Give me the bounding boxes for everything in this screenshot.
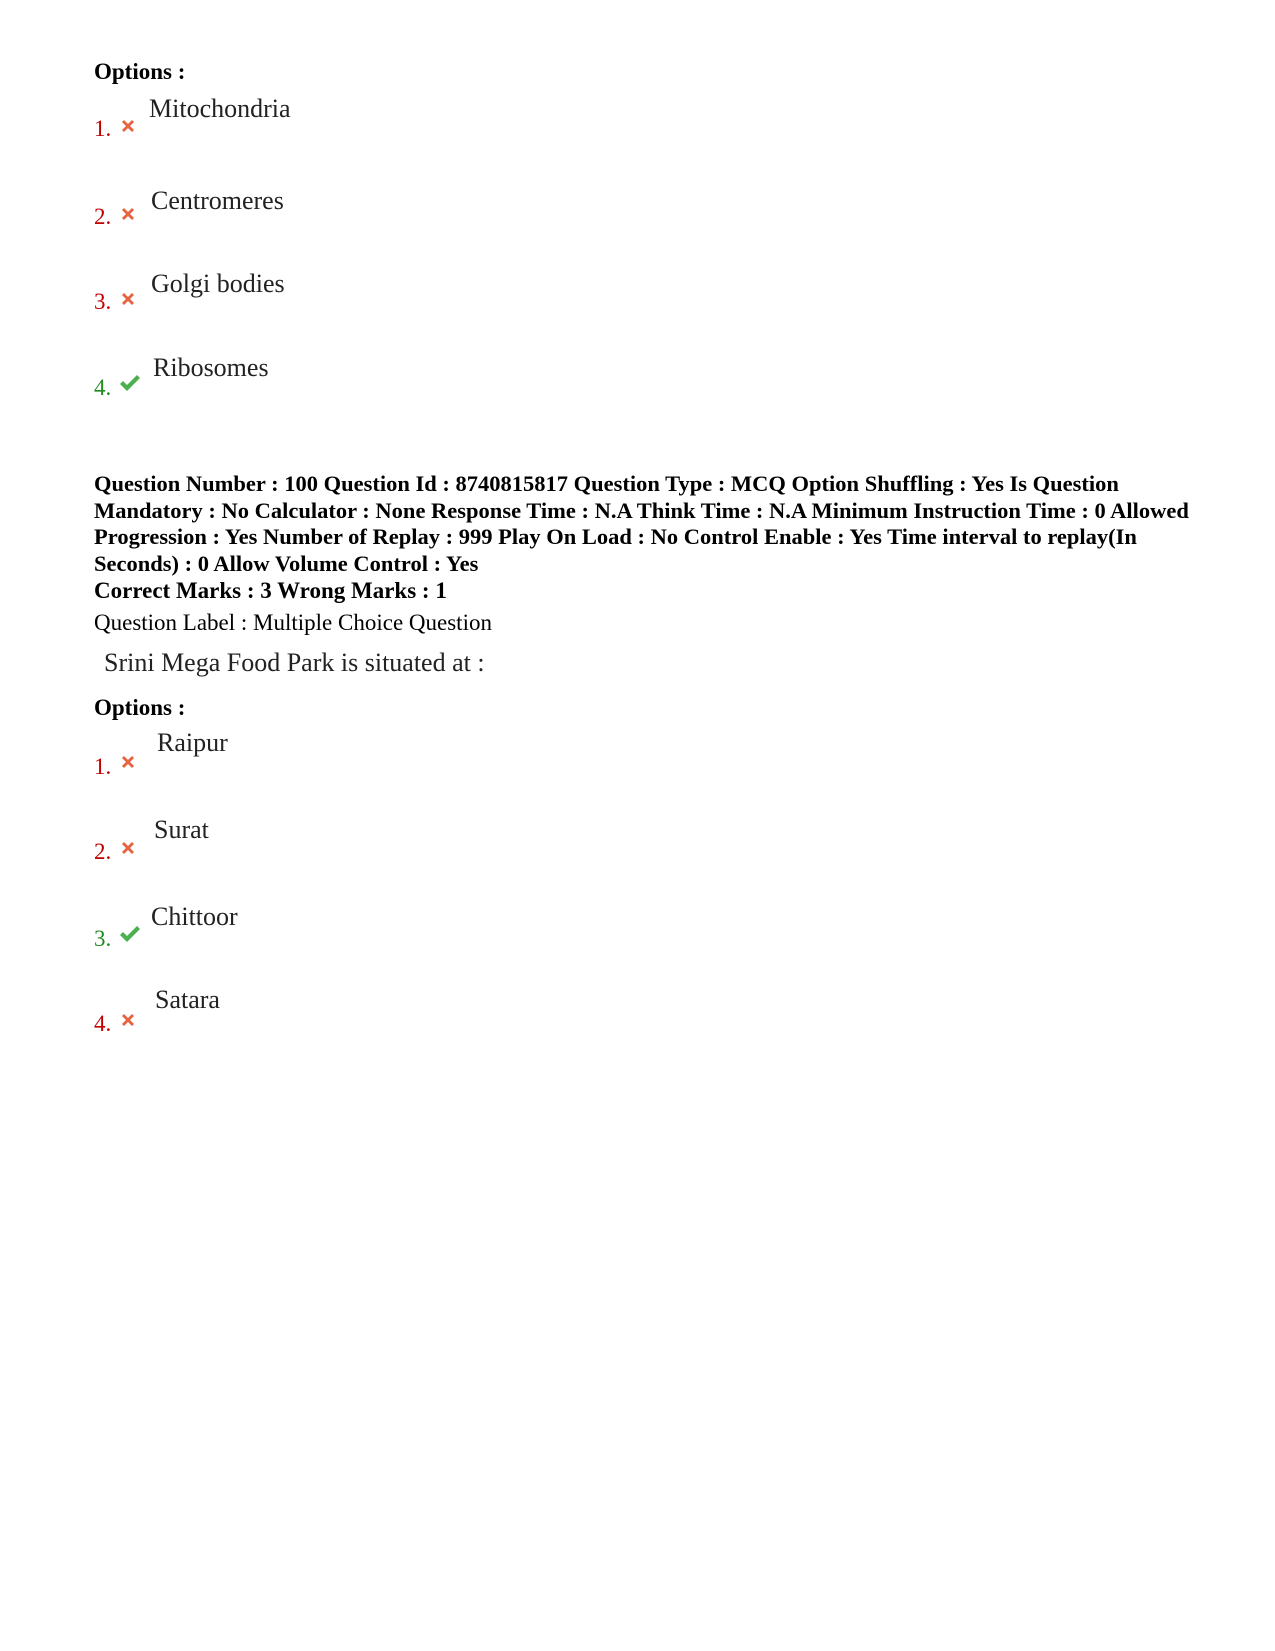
option-item [94, 902, 694, 952]
option-text: Satara [155, 985, 220, 1014]
option-number: 1. [94, 116, 112, 141]
cross-icon [118, 204, 138, 224]
question-text: Srini Mega Food Park is situated at : [104, 648, 485, 677]
option-text: Chittoor [151, 902, 238, 931]
option-item [94, 728, 694, 778]
option-text: Raipur [157, 728, 228, 757]
option-text: Surat [154, 815, 209, 844]
check-icon [118, 923, 142, 945]
question-label: Question Label : Multiple Choice Question [94, 610, 492, 635]
option-number: 3. [94, 926, 112, 951]
option-item [94, 353, 694, 403]
cross-icon [118, 1010, 138, 1030]
option-number: 4. [94, 375, 112, 400]
question-meta: Question Number : 100 Question Id : 8740815817 Question Type : MCQ Option Shuffling : Yes Is Question Mandatory : No Calculator : None Response Time : N.A Think Time : N.A Minimum Instruction Time : 0 Allowed Progression : Yes Number of Replay : 999 Play On Load : No Control Enable : Yes Time interval to replay(In Seconds) : 0 Allow Volume Control : Yes [94, 471, 1189, 576]
option-number: 4. [94, 1011, 112, 1036]
option-number: 3. [94, 289, 112, 314]
cross-icon [118, 289, 138, 309]
option-item [94, 94, 694, 144]
option-item [94, 186, 694, 236]
cross-icon [118, 752, 138, 772]
options-heading: Options : [94, 59, 186, 84]
option-item [94, 269, 694, 319]
cross-icon [118, 116, 138, 136]
option-text: Golgi bodies [151, 269, 285, 298]
option-item [94, 815, 694, 865]
cross-icon [118, 838, 138, 858]
option-text: Ribosomes [153, 353, 269, 382]
option-number: 2. [94, 204, 112, 229]
option-number: 2. [94, 839, 112, 864]
option-number: 1. [94, 754, 112, 779]
check-icon [118, 372, 142, 394]
question-marks: Correct Marks : 3 Wrong Marks : 1 [94, 578, 447, 603]
option-text: Mitochondria [149, 94, 291, 123]
options-heading: Options : [94, 695, 186, 720]
option-text: Centromeres [151, 186, 284, 215]
option-item [94, 985, 694, 1035]
